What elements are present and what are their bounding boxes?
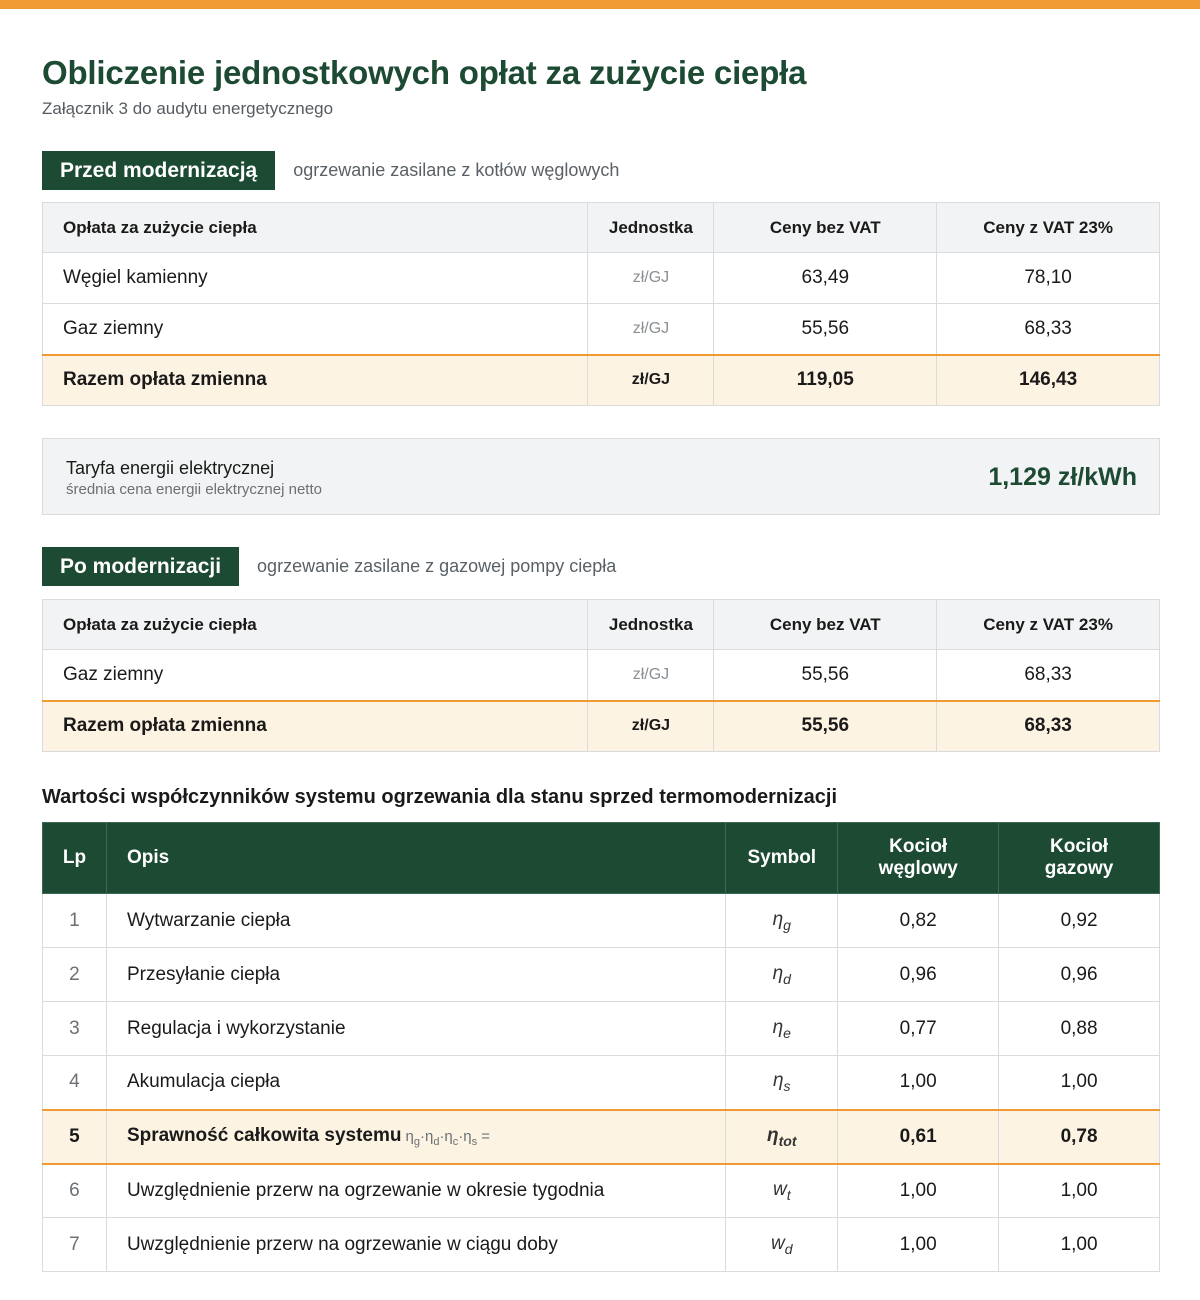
header-line: węglowy <box>878 858 958 879</box>
top-accent-bar <box>0 0 1200 9</box>
total-net: 119,05 <box>714 355 937 406</box>
coal-value: 1,00 <box>838 1218 999 1272</box>
header-line: gazowy <box>1044 858 1114 879</box>
table-row <box>43 1218 1160 1272</box>
section-after-note: ogrzewanie zasilane z gazowej pompy ciepła <box>257 556 617 576</box>
row-symbol <box>726 1110 838 1164</box>
formula-part: ·η <box>439 1128 453 1145</box>
coefficients-title: Wartości współczynników systemu ogrzewania dla stanu sprzed termomodernizacji <box>42 786 838 808</box>
row-symbol <box>726 948 838 1002</box>
row-number: 3 <box>43 1002 107 1056</box>
tariff-value: 1,129 zł/kWh <box>988 463 1137 491</box>
total-efficiency-row <box>43 1110 1160 1164</box>
total-row <box>43 355 1160 406</box>
electricity-tariff-box <box>42 438 1160 515</box>
tariff-label: Taryfa energii elektrycznej <box>66 458 275 478</box>
coal-value: 0,82 <box>838 894 999 948</box>
row-symbol <box>726 1164 838 1218</box>
symbol-subscript: d <box>784 1240 793 1257</box>
column-header-lp: Lp <box>43 823 107 894</box>
total-gross: 68,33 <box>937 701 1160 752</box>
price-gross: 68,33 <box>937 650 1160 701</box>
fee-unit: zł/GJ <box>588 253 714 304</box>
row-symbol <box>726 1218 838 1272</box>
coal-value: 1,00 <box>838 1164 999 1218</box>
fee-name: Gaz ziemny <box>43 650 588 701</box>
table-row <box>43 253 1160 304</box>
formula-subscript: g <box>413 1136 420 1148</box>
row-description-text: Sprawność całkowita systemu <box>126 1125 402 1146</box>
column-header: Jednostka <box>588 600 714 650</box>
total-row <box>43 701 1160 752</box>
coal-value: 0,61 <box>838 1110 999 1164</box>
total-gross: 146,43 <box>937 355 1160 406</box>
formula-part: ·η <box>458 1128 472 1145</box>
price-table-after <box>42 599 1160 752</box>
section-after-header <box>42 547 616 586</box>
price-gross: 78,10 <box>937 253 1160 304</box>
formula-part: ·η <box>419 1128 434 1145</box>
row-number: 2 <box>43 948 107 1002</box>
symbol-base: η <box>772 1016 784 1038</box>
symbol-subscript: d <box>783 970 791 987</box>
fee-unit: zł/GJ <box>588 304 714 355</box>
formula-subscript: d <box>433 1136 440 1148</box>
fee-name: Gaz ziemny <box>43 304 588 355</box>
gas-value: 1,00 <box>999 1056 1160 1110</box>
column-header: Ceny z VAT 23% <box>937 600 1160 650</box>
column-header: Opłata za zużycie ciepła <box>43 600 588 650</box>
table-row <box>43 1164 1160 1218</box>
column-header-coal-boiler <box>838 823 999 894</box>
total-name: Razem opłata zmienna <box>43 701 588 752</box>
section-before-note: ogrzewanie zasilane z kotłów węglowych <box>293 160 620 180</box>
total-unit: zł/GJ <box>588 355 714 406</box>
row-number: 5 <box>43 1110 107 1164</box>
table-header-row <box>43 600 1160 650</box>
section-before-header <box>42 151 619 190</box>
row-description: Uwzględnienie przerw na ogrzewanie w okresie tygodnia <box>106 1164 725 1218</box>
column-header: Ceny z VAT 23% <box>937 203 1160 253</box>
symbol-subscript: e <box>783 1024 791 1041</box>
header-line: Kocioł <box>889 836 948 857</box>
row-description: Regulacja i wykorzystanie <box>106 1002 725 1056</box>
row-symbol <box>726 894 838 948</box>
coefficients-table <box>42 822 1160 1272</box>
price-table-before <box>42 202 1160 406</box>
total-name: Razem opłata zmienna <box>43 355 588 406</box>
page-title: Obliczenie jednostkowych opłat za zużycie ciepła <box>42 54 807 91</box>
row-number: 1 <box>43 894 107 948</box>
row-symbol <box>726 1056 838 1110</box>
coal-value: 0,96 <box>838 948 999 1002</box>
table-row <box>43 650 1160 701</box>
total-unit: zł/GJ <box>588 701 714 752</box>
table-row <box>43 304 1160 355</box>
total-net: 55,56 <box>714 701 937 752</box>
row-description: Akumulacja ciepła <box>106 1056 725 1110</box>
section-before-badge: Przed modernizacją <box>42 151 275 190</box>
symbol-base: η <box>772 908 784 930</box>
gas-value: 1,00 <box>999 1164 1160 1218</box>
row-symbol <box>726 1002 838 1056</box>
gas-value: 0,92 <box>999 894 1160 948</box>
tariff-sublabel: średnia cena energii elektrycznej netto <box>66 481 322 498</box>
symbol-base: w <box>771 1232 785 1254</box>
column-header: Opłata za zużycie ciepła <box>43 203 588 253</box>
gas-value: 1,00 <box>999 1218 1160 1272</box>
symbol-subscript: t <box>786 1186 791 1203</box>
table-header-row <box>43 203 1160 253</box>
row-description: Wytwarzanie ciepła <box>106 894 725 948</box>
column-header-opis: Opis <box>106 823 725 894</box>
table-header-row <box>43 823 1160 894</box>
column-header-symbol: Symbol <box>726 823 838 894</box>
row-description: Uwzględnienie przerw na ogrzewanie w ciągu doby <box>106 1218 725 1272</box>
symbol-base: η <box>767 1124 779 1146</box>
formula-part: = <box>477 1128 491 1145</box>
row-number: 7 <box>43 1218 107 1272</box>
header-line: Kocioł <box>1050 836 1109 857</box>
symbol-subscript: s <box>783 1078 791 1095</box>
fee-name: Węgiel kamienny <box>43 253 588 304</box>
row-description <box>106 1110 725 1164</box>
price-net: 55,56 <box>714 650 937 701</box>
coal-value: 1,00 <box>838 1056 999 1110</box>
section-after-badge: Po modernizacji <box>42 547 239 586</box>
gas-value: 0,96 <box>999 948 1160 1002</box>
symbol-base: η <box>772 962 784 984</box>
formula-part: η <box>405 1128 414 1145</box>
row-description: Przesyłanie ciepła <box>106 948 725 1002</box>
page-subtitle: Załącznik 3 do audytu energetycznego <box>42 99 334 118</box>
symbol-base: w <box>772 1178 787 1200</box>
fee-unit: zł/GJ <box>588 650 714 701</box>
coal-value: 0,77 <box>838 1002 999 1056</box>
table-row <box>43 948 1160 1002</box>
column-header-gas-boiler <box>999 823 1160 894</box>
symbol-subscript: g <box>783 916 791 933</box>
symbol-base: η <box>772 1070 784 1092</box>
column-header: Jednostka <box>588 203 714 253</box>
efficiency-formula <box>405 1128 491 1148</box>
table-row <box>43 1056 1160 1110</box>
table-row <box>43 1002 1160 1056</box>
row-number: 4 <box>43 1056 107 1110</box>
price-net: 63,49 <box>714 253 937 304</box>
price-net: 55,56 <box>714 304 937 355</box>
formula-subscript: s <box>471 1136 478 1148</box>
row-number: 6 <box>43 1164 107 1218</box>
gas-value: 0,88 <box>999 1002 1160 1056</box>
formula-subscript: c <box>452 1136 459 1148</box>
price-gross: 68,33 <box>937 304 1160 355</box>
symbol-subscript: tot <box>778 1132 797 1149</box>
column-header: Ceny bez VAT <box>714 600 937 650</box>
table-row <box>43 894 1160 948</box>
gas-value: 0,78 <box>999 1110 1160 1164</box>
column-header: Ceny bez VAT <box>714 203 937 253</box>
